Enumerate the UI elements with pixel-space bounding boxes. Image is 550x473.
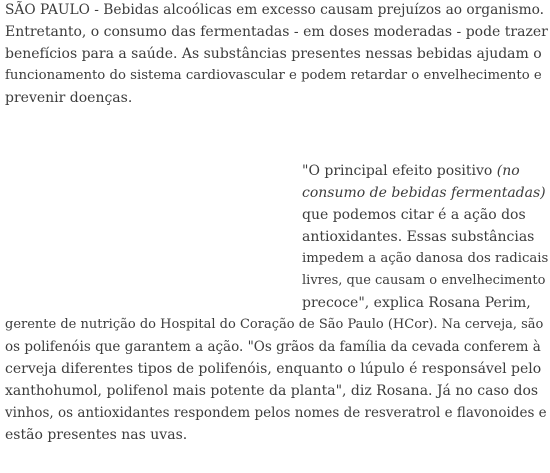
body-line: estão presentes nas uvas. — [5, 427, 188, 443]
quote-line: antioxidantes. Essas substâncias — [302, 229, 535, 245]
quote-line: precoce", explica Rosana Perim, — [302, 295, 531, 311]
intro-line: funcionamento do sistema cardiovascular e podem retardar o envelhecimento e — [5, 68, 542, 83]
intro-line: benefícios para a saúde. As substâncias presentes nessas bebidas ajudam o — [5, 46, 542, 62]
intro-line: SÃO PAULO - Bebidas alcoólicas em excesso causam prejuízos ao organismo. — [5, 2, 545, 18]
quote-line: livres, que causam o envelhecimento — [302, 273, 546, 288]
body-line: xanthohumol, polifenol mais potente da planta", diz Rosana. Já no caso dos — [5, 383, 539, 399]
quote-line: impedem a ação danosa dos radicais — [302, 251, 549, 266]
quote-emphasis-line: consumo de bebidas fermentadas) — [302, 185, 546, 201]
quote-line — [302, 163, 520, 179]
body-line: cerveja diferentes tipos de polifenóis, enquanto o lúpulo é responsável pelo — [5, 361, 542, 377]
body-line: vinhos, os antioxidantes respondem pelos nomes de resveratrol e flavonoides e — [5, 405, 547, 421]
body-line: gerente de nutrição do Hospital do Coração de São Paulo (HCor). Na cerveja, são — [5, 317, 544, 332]
body-line: os polifenóis que garantem a ação. "Os grãos da família da cevada conferem à — [5, 339, 541, 355]
intro-line: prevenir doenças. — [5, 90, 133, 106]
intro-line: Entretanto, o consumo das fermentadas - em doses moderadas - pode trazer — [5, 24, 548, 40]
quote-emphasis: (no — [496, 163, 520, 179]
quote-text: "O principal efeito positivo — [302, 163, 497, 179]
quote-line: que podemos citar é a ação dos — [302, 207, 526, 223]
